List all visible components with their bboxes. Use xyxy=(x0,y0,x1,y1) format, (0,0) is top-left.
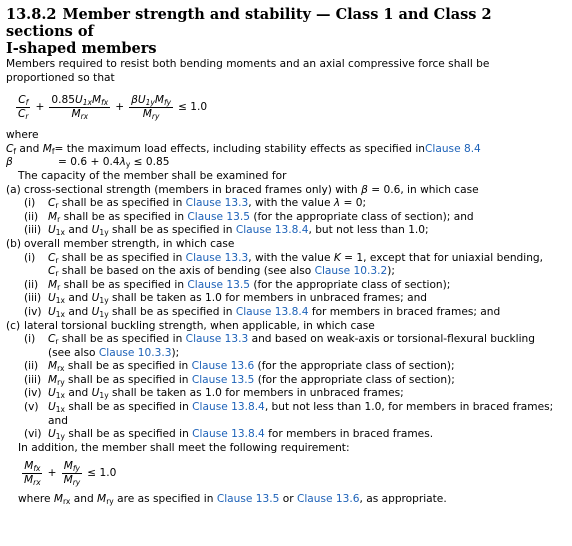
section-number: 13.8.2 xyxy=(6,6,57,23)
section-title-line2: I-shaped members xyxy=(6,40,157,57)
clause-13-6-link[interactable]: Clause 13.6 xyxy=(191,360,255,373)
clause-13-3-link[interactable]: Clause 13.3 xyxy=(185,333,249,346)
eq1-rhs: ≤ 1.0 xyxy=(178,101,208,114)
eq2-term1: $\frac{M_{fx}}{M_{rx}}$ xyxy=(24,459,41,487)
list-item-c: (c) lateral torsional buckling strength, when applicable, in which case xyxy=(6,319,375,332)
definition-text: = the maximum load effects, including stability effects as specified in xyxy=(54,142,425,155)
definition-beta-text: = $0.6 + 0.4\lambda_y \le 0.85$ xyxy=(58,156,170,170)
clause-13-6-link[interactable]: Clause 13.6 xyxy=(296,493,360,506)
capacity-intro: The capacity of the member shall be examined for xyxy=(18,169,287,182)
list-item-a-ii: (ii) $M_r$ shall be as specified in Clause 13.5 (for the appropriate class of section); and xyxy=(24,210,474,224)
definition-beta: β = $0.6 + 0.4\lambda_y \le 0.85$ xyxy=(6,156,170,170)
list-item-b-iii: (iii) $U_{1x}$ and $U_{1y}$ shall be taken as 1.0 for members in unbraced frames; and xyxy=(24,292,428,306)
list-item-c-v: (v) $U_{1x}$ shall be as specified in Clause 13.8.4, but not less than 1.0, for members in braced frames; and xyxy=(24,401,554,427)
eq2-term2: $\frac{M_{fy}}{M_{ry}}$ xyxy=(63,459,81,487)
closing-paragraph: where $M_{rx}$ and $M_{ry}$ are as specified in Clause 13.5 or Clause 13.6, as appropriate. xyxy=(18,493,447,507)
clause-8-4-link[interactable]: Clause 8.4 xyxy=(425,142,481,155)
clause-10-3-2-link[interactable]: Clause 10.3.2 xyxy=(314,265,388,278)
eq1-term1: $\frac{C_f}{C_r}$ xyxy=(18,93,29,121)
eq1-term2: $\frac{0.85U_{1x}M_{fx}}{M_{rx}}$ xyxy=(51,93,109,121)
section-title-line1: Member strength and stability — Class 1 and Class 2 sections of xyxy=(6,6,492,40)
clause-13-8-4-link[interactable]: Clause 13.8.4 xyxy=(192,428,265,441)
list-item-c-vi: (vi) $U_{1y}$ shall be as specified in Clause 13.8.4 for members in braced frames. xyxy=(24,428,434,442)
list-item-a-i: (i) $C_r$ shall be as specified in Clause 13.3, with the value λ = 0; xyxy=(24,197,367,211)
list-item-c-iv: (iv) $U_{1x}$ and $U_{1y}$ shall be taken as 1.0 for members in unbraced frames; xyxy=(24,387,404,401)
interaction-equation-2: $\frac{M_{fx}}{M_{rx}}$ + $\frac{M_{fy}}{M_{ry}}$ ≤ 1.0 xyxy=(24,459,117,487)
clause-10-3-3-link[interactable]: Clause 10.3.3 xyxy=(98,346,172,359)
addition-paragraph: In addition, the member shall meet the following requirement: xyxy=(18,441,350,454)
list-item-c-iii: (iii) $M_{ry}$ shall be as specified in Clause 13.5 (for the appropriate class of section); xyxy=(24,373,455,387)
section-heading xyxy=(6,6,554,57)
list-item-a-text: cross-sectional strength (members in braced frames only) with β = 0.6, in which case xyxy=(24,183,479,196)
definition-cf-mf: $C_f$ and $M_f$ = the maximum load effects, including stability effects as specified in Clause 8.4 xyxy=(6,142,481,156)
clause-13-5-link[interactable]: Clause 13.5 xyxy=(187,210,250,223)
clause-13-5-link[interactable]: Clause 13.5 xyxy=(187,278,250,291)
clause-13-5-link[interactable]: Clause 13.5 xyxy=(216,493,280,506)
clause-13-5-link[interactable]: Clause 13.5 xyxy=(191,373,255,386)
clause-13-8-4-link[interactable]: Clause 13.8.4 xyxy=(235,224,309,237)
list-item-b-ii: (ii) $M_r$ shall be as specified in Clause 13.5 (for the appropriate class of section); xyxy=(24,278,451,292)
list-item-a: (a) cross-sectional strength (members in braced frames only) with β = 0.6, in which case xyxy=(6,184,554,198)
clause-13-3-link[interactable]: Clause 13.3 xyxy=(185,251,249,264)
list-item-c-i: (i) $C_r$ shall be as specified in Clause 13.3 and based on weak-axis or torsional-flexural buckling (see also Clause 10.3.3); xyxy=(24,333,535,359)
list-item-a-iii: (iii) $U_{1x}$ and $U_{1y}$ shall be as specified in Clause 13.8.4, but not less than 1.0; xyxy=(24,224,429,238)
clause-13-8-4-link[interactable]: Clause 13.8.4 xyxy=(192,401,265,414)
eq1-term3: $\frac{\beta U_{1y}M_{fy}}{M_{ry}}$ xyxy=(131,93,172,121)
list-item-c-ii: (ii) $M_{rx}$ shall be as specified in Clause 13.6 (for the appropriate class of section); xyxy=(24,360,455,374)
eq2-rhs: ≤ 1.0 xyxy=(87,467,117,480)
intro-paragraph: Members required to resist both bending moments and an axial compressive force shall be proportioned so that xyxy=(6,58,490,84)
where-label: where xyxy=(6,129,39,142)
clause-13-3-link[interactable]: Clause 13.3 xyxy=(185,197,249,210)
list-item-b: (b) overall member strength, in which case xyxy=(6,237,235,250)
clause-13-8-4-link[interactable]: Clause 13.8.4 xyxy=(235,305,309,318)
interaction-equation-1: $\frac{C_f}{C_r}$ + $\frac{0.85U_{1x}M_{fx}}{M_{rx}}$ + $\frac{\beta U_{1y}M_{fy}}{M_{ry}}$ ≤ 1.0 xyxy=(18,93,208,121)
list-item-b-i: (i) $C_r$ shall be as specified in Clause 13.3, with the value K = 1, except that for uniaxial bending, $C_r$ shall be based on the axis of bending (see also Clause 10.3.2); xyxy=(24,251,544,279)
list-item-b-iv: (iv) $U_{1x}$ and $U_{1y}$ shall be as specified in Clause 13.8.4 for members in braced frames; and xyxy=(24,305,501,319)
